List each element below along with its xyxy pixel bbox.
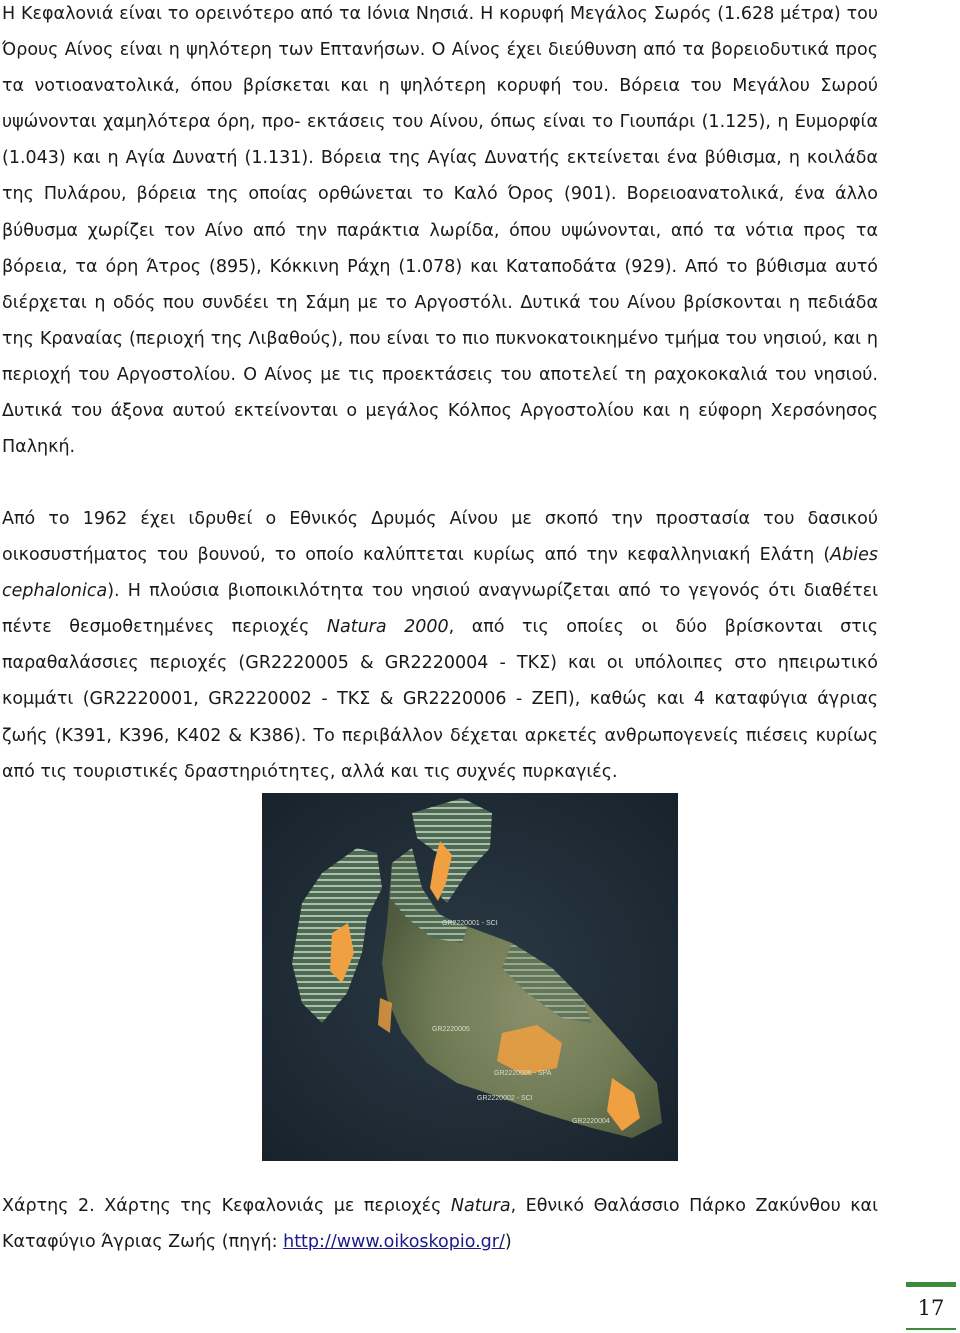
paragraph-biodiversity [2, 501, 878, 790]
species-name: Abies cephalonica [2, 545, 878, 602]
natura-term: Natura 2000 [326, 617, 449, 638]
map-label: GR2220005 [432, 1026, 470, 1033]
map-label: GR2220001 - SCI [442, 920, 498, 927]
caption-text: , Εθνικό Θαλάσσιο Πάρκο Ζακύνθου και Καταφύγιο Άγριας Ζωής (πηγή: [2, 1196, 878, 1252]
caption-text: Χάρτης 2. Χάρτης της Κεφαλονιάς με περιοχές [2, 1196, 451, 1216]
page-number: 17 [906, 1282, 956, 1333]
page-number-rule [906, 1328, 956, 1330]
paragraph-text: ). Η πλούσια βιοποικιλότητα του νησιού αναγνωρίζεται από το γεγονός ότι διαθέτει πέντε θεσμοθετημένες περιοχές [2, 581, 878, 638]
map-label: GR2220004 [572, 1118, 610, 1125]
paragraph-text: , από τις οποίες οι δύο βρίσκονται στις παραθαλάσσιες περιοχές (GR2220005 & GR2220004 - ΤΚΣ) και οι υπόλοιπες στο ηπειρωτικό κομμάτι (GR2220001, GR2220002 - ΤΚΣ & GR2220006 - ΖΕΠ), καθώς και 4 καταφύγια άγριας ζωής (Κ391, Κ396, Κ402 & Κ386). Το περιβάλλον δέχεται αρκετές ανθρωπογενείς πιέσεις κυρίως από τις τουριστικές δραστηριότητες, αλλά και τις συχνές πυρκαγιές. [2, 617, 878, 782]
paragraph-text: Από το 1962 έχει ιδρυθεί ο Εθνικός Δρυμός Αίνου με σκοπό την προστασία του δασικού οικοσυστήματος του βουνού, το οποίο καλύπτεται κυρίως από την κεφαλληνιακή Ελάτη ( [2, 509, 878, 566]
map-label: GR2220006 - SPA [494, 1070, 552, 1077]
caption-natura: Natura [450, 1196, 511, 1216]
map-caption [2, 1188, 878, 1260]
map-label: GR2220002 - SCI [477, 1095, 533, 1102]
kefalonia-natura-map [262, 793, 678, 1161]
map-image [262, 793, 678, 1161]
paragraph-geography: Η Κεφαλονιά είναι το ορεινότερο από τα Ιόνια Νησιά. Η κορυφή Μεγάλος Σωρός (1.628 μέτρα) του Όρους Αίνος είναι η ψηλότερη των Επτανήσων. Ο Αίνος έχει διεύθυνση από τα βορειοδυτικά προς τα νοτιοανατολικά, όπου βρίσκεται και η ψηλότερη κορυφή του. Βόρεια του Μεγάλου Σωρού υψώνονται χαμηλότερα όρη, προ- εκτάσεις του Αίνου, όπως είναι το Γιουπάρι (1.125), η Ευμορφία (1.043) και η Αγία Δυνατή (1.131). Βόρεια της Αγίας Δυνατής εκτείνεται ένα βύθισμα, η κοιλάδα της Πυλάρου, βόρεια της οποίας ορθώνεται το Καλό Όρος (901). Βορειοανατολικά, ένα άλλο βύθυσμα χωρίζει τον Αίνο από την παράκτια λωρίδα, όπου υψώνονται, από τα νότια προς τα βόρεια, τα όρη Άτρος (895), Κόκκινη Ράχη (1.078) και Καταποδάτα (929). Από το βύθισμα αυτό διέρχεται η οδός που συνδέει τη Σάμη με το Αργοστόλι. Δυτικά του Αίνου βρίσκονται η πεδιάδα της Κραναίας (περιοχή της Λιβαθούς), που είναι το πιο πυκνοκατοικημένο τμήμα του νησιού, και η περιοχή του Αργοστολίου. Ο Αίνος με τις προεκτάσεις του αποτελεί τη ραχοκοκαλιά του νησιού. Δυτικά του άξονα αυτού εκτείνονται ο μεγάλος Κόλπος Αργοστολίου και η εύφορη Χερσόνησος Παληκή. [2, 4, 878, 458]
source-link[interactable]: http://www.oikoskopio.gr/ [283, 1232, 505, 1252]
caption-text: ) [504, 1232, 512, 1252]
